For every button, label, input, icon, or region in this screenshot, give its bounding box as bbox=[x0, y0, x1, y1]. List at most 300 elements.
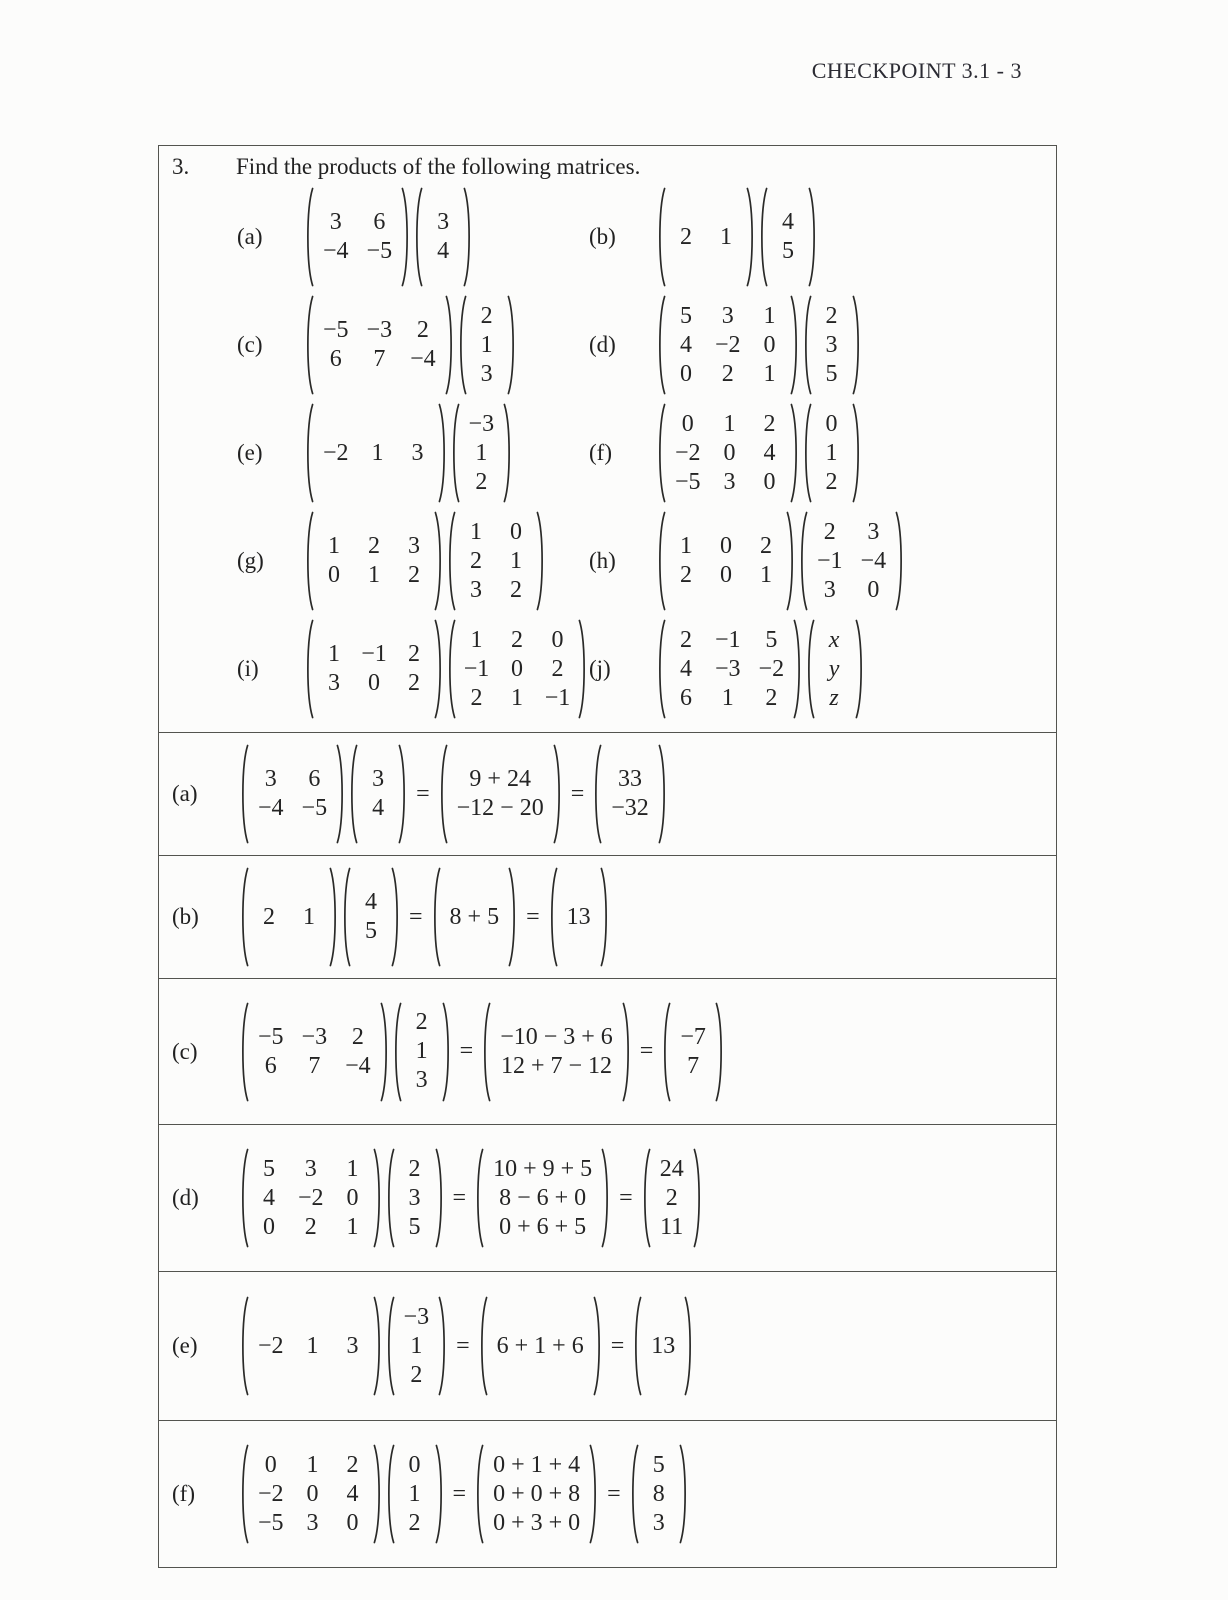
matrix-cell: 0 bbox=[408, 1451, 421, 1478]
matrix-cell: 4 bbox=[346, 1480, 359, 1507]
matrix-cell: −5 bbox=[301, 795, 328, 821]
matrix-cell: 5 bbox=[408, 1213, 421, 1240]
solution-equation-e bbox=[238, 1293, 695, 1399]
left-paren-icon bbox=[450, 403, 460, 503]
right-paren-icon bbox=[790, 295, 800, 395]
matrix-cell: 0 bbox=[720, 562, 732, 588]
left-paren-icon bbox=[632, 1296, 642, 1396]
equals-sign: = bbox=[610, 1332, 625, 1359]
matrix-cells bbox=[558, 867, 600, 967]
matrix-cell: 13 bbox=[651, 1332, 676, 1359]
matrix-cell: 0 bbox=[551, 626, 564, 653]
right-paren-icon bbox=[442, 1002, 452, 1102]
equals-sign: = bbox=[639, 1038, 654, 1064]
matrix-cell: 7 bbox=[373, 346, 386, 372]
right-paren-icon bbox=[373, 1444, 383, 1544]
left-paren-icon bbox=[641, 1148, 651, 1248]
matrix-cell: 5 bbox=[263, 1155, 275, 1182]
matrix bbox=[239, 1444, 383, 1544]
left-paren-icon bbox=[478, 1296, 488, 1396]
matrix-cell: 1 bbox=[371, 439, 384, 466]
matrix-cell: 8 + 5 bbox=[449, 903, 500, 930]
right-paren-icon bbox=[895, 511, 905, 611]
matrix-cells bbox=[456, 619, 578, 719]
matrix-cell: −2 bbox=[675, 439, 701, 466]
matrix-cell: 2 bbox=[351, 1023, 364, 1050]
matrix bbox=[474, 1148, 611, 1248]
right-paren-icon bbox=[786, 511, 796, 611]
matrix-cell: −3 bbox=[468, 410, 495, 437]
matrix-cell: −4 bbox=[258, 795, 284, 821]
matrix bbox=[656, 295, 800, 395]
part-equation bbox=[303, 508, 547, 614]
right-paren-icon bbox=[589, 1444, 599, 1544]
matrix-cell: 5 bbox=[365, 918, 377, 944]
matrix-cells bbox=[314, 511, 434, 611]
equals-sign: = bbox=[416, 780, 430, 807]
matrix-cell: −10 − 3 + 6 bbox=[500, 1023, 613, 1050]
problem-section bbox=[159, 146, 1056, 732]
matrix-cell: −3 bbox=[715, 655, 741, 682]
matrix-cells bbox=[815, 619, 855, 719]
matrix-cell: −3 bbox=[403, 1303, 430, 1330]
right-paren-icon bbox=[746, 187, 756, 287]
matrix bbox=[548, 867, 610, 967]
solution-label-e: (e) bbox=[172, 1333, 198, 1358]
right-paren-icon bbox=[435, 1444, 445, 1544]
matrix-cell: −2 bbox=[258, 1480, 284, 1507]
matrix-cell: y bbox=[828, 655, 840, 682]
matrix-cells bbox=[602, 744, 658, 844]
matrix-cell: 10 + 9 + 5 bbox=[493, 1155, 593, 1182]
matrix-cell: 24 bbox=[659, 1155, 684, 1182]
matrix-cell: −3 bbox=[366, 317, 393, 343]
matrix-cell: 1 bbox=[763, 360, 776, 387]
matrix-cell: 2 bbox=[346, 1451, 359, 1478]
solution-row-c bbox=[159, 978, 1056, 1124]
matrix-cell: 1 bbox=[825, 439, 838, 466]
problem-part-a bbox=[237, 184, 589, 290]
left-paren-icon bbox=[656, 187, 666, 287]
matrix-cell: 1 bbox=[306, 1451, 319, 1478]
matrix-cell: 2 bbox=[510, 576, 522, 603]
matrix-cell: 1 bbox=[723, 410, 736, 437]
matrix-cell: 3 bbox=[470, 576, 482, 603]
matrix-cells bbox=[666, 187, 746, 287]
problem-part-b bbox=[589, 184, 1056, 290]
equals-sign: = bbox=[456, 1332, 470, 1359]
matrix-cell: −1 bbox=[544, 684, 571, 711]
left-paren-icon bbox=[798, 511, 808, 611]
problem-part-i bbox=[237, 616, 589, 722]
right-paren-icon bbox=[715, 1002, 725, 1102]
matrix-cell: 4 bbox=[680, 655, 692, 682]
left-paren-icon bbox=[548, 867, 558, 967]
solution-row-f bbox=[159, 1420, 1056, 1567]
solution-equation-f bbox=[238, 1441, 690, 1547]
matrix-cell: 0 bbox=[510, 518, 522, 545]
matrix-cell: 3 bbox=[264, 766, 277, 792]
right-paren-icon bbox=[793, 619, 803, 719]
problem-number: 3. bbox=[172, 154, 190, 179]
matrix-cell: 3 bbox=[306, 1509, 319, 1536]
left-paren-icon bbox=[656, 295, 666, 395]
matrix-cell: 4 bbox=[680, 331, 692, 358]
matrix-cell: −1 bbox=[817, 547, 843, 574]
matrix-cell: 2 bbox=[408, 1509, 421, 1536]
matrix bbox=[341, 867, 401, 967]
matrix-cell: 1 bbox=[763, 302, 776, 329]
right-paren-icon bbox=[553, 744, 563, 844]
solution-label-d: (d) bbox=[172, 1185, 199, 1210]
right-paren-icon bbox=[790, 403, 800, 503]
left-paren-icon bbox=[304, 295, 314, 395]
part-equation bbox=[655, 184, 819, 290]
right-paren-icon bbox=[679, 1444, 689, 1544]
matrix-cell: 3 bbox=[480, 360, 493, 387]
matrix-cell: 0 bbox=[306, 1480, 319, 1507]
matrix-cell: 2 bbox=[415, 1009, 428, 1035]
matrix bbox=[481, 1002, 632, 1102]
left-paren-icon bbox=[446, 619, 456, 719]
matrix-cells bbox=[441, 867, 509, 967]
left-paren-icon bbox=[592, 744, 602, 844]
matrix-cells bbox=[467, 295, 507, 395]
matrix-cells bbox=[249, 744, 336, 844]
matrix-cells bbox=[488, 1296, 593, 1396]
matrix-cells bbox=[484, 1444, 589, 1544]
matrix-cell: 1 bbox=[303, 903, 315, 930]
part-equation bbox=[303, 400, 514, 506]
left-paren-icon bbox=[446, 511, 456, 611]
matrix-cell: 0 bbox=[681, 410, 694, 437]
solution-equation-c bbox=[238, 999, 726, 1105]
matrix bbox=[304, 295, 455, 395]
matrix bbox=[802, 403, 862, 503]
matrix-cell: 1 bbox=[511, 684, 523, 711]
matrix-cell: −5 bbox=[323, 317, 349, 343]
part-equation bbox=[655, 400, 863, 506]
matrix-cell: 3 bbox=[825, 331, 838, 358]
matrix-cell: 2 bbox=[263, 903, 275, 930]
right-paren-icon bbox=[373, 1148, 383, 1248]
right-paren-icon bbox=[380, 1002, 390, 1102]
matrix-cell: 1 bbox=[470, 518, 482, 545]
part-equation bbox=[303, 292, 518, 398]
matrix-cell: 2 bbox=[680, 562, 692, 588]
matrix-cells bbox=[642, 1296, 684, 1396]
left-paren-icon bbox=[239, 744, 249, 844]
matrix-cell: 5 bbox=[680, 302, 692, 329]
matrix bbox=[239, 867, 339, 967]
matrix-cells bbox=[768, 187, 808, 287]
matrix-cell: 2 bbox=[823, 518, 836, 545]
solution-equation-b bbox=[238, 864, 611, 970]
matrix-cell: 0 bbox=[328, 562, 340, 588]
worksheet-table bbox=[158, 145, 1057, 1568]
left-paren-icon bbox=[431, 867, 441, 967]
matrix-cell: 0 bbox=[867, 576, 880, 603]
equals-sign: = bbox=[452, 1184, 467, 1211]
matrix-cells bbox=[395, 1148, 435, 1248]
matrix-cell: −32 bbox=[611, 795, 649, 821]
matrix-cell: 2 bbox=[408, 670, 420, 696]
solution-label-b: (b) bbox=[172, 904, 199, 929]
matrix-cell: 4 bbox=[365, 889, 377, 915]
matrix bbox=[656, 619, 803, 719]
part-label: (f) bbox=[589, 440, 612, 465]
matrix-cell: 0 bbox=[264, 1451, 277, 1478]
matrix bbox=[304, 187, 411, 287]
matrix bbox=[385, 1148, 445, 1248]
matrix-cell: 9 + 24 bbox=[469, 766, 531, 792]
problem-part-f bbox=[589, 400, 1056, 506]
left-paren-icon bbox=[656, 403, 666, 503]
matrix bbox=[805, 619, 865, 719]
matrix-cell: 7 bbox=[687, 1052, 700, 1079]
matrix-cell: 2 bbox=[408, 641, 420, 667]
problem-part-e bbox=[237, 400, 589, 506]
matrix-cell: 0 + 6 + 5 bbox=[499, 1213, 587, 1240]
left-paren-icon bbox=[805, 619, 815, 719]
matrix-cell: 0 + 0 + 8 bbox=[493, 1480, 581, 1507]
matrix-cells bbox=[460, 403, 504, 503]
left-paren-icon bbox=[304, 619, 314, 719]
part-label: (g) bbox=[237, 548, 264, 573]
left-paren-icon bbox=[304, 187, 314, 287]
matrix bbox=[446, 619, 588, 719]
matrix bbox=[304, 403, 448, 503]
solution-equation-a bbox=[238, 741, 669, 847]
matrix-cell: 3 bbox=[304, 1155, 317, 1182]
matrix-cell: 1 bbox=[480, 331, 493, 358]
matrix-cells bbox=[314, 403, 438, 503]
problem-part-c bbox=[237, 292, 589, 398]
matrix-cells bbox=[812, 295, 852, 395]
matrix bbox=[798, 511, 905, 611]
matrix-cell: 6 bbox=[329, 346, 342, 372]
matrix-cell: 2 bbox=[665, 1184, 678, 1211]
matrix-cell: 1 bbox=[328, 641, 340, 667]
matrix-cell: 0 bbox=[346, 1184, 359, 1211]
matrix-cell: 0 bbox=[763, 468, 776, 495]
right-paren-icon bbox=[401, 187, 411, 287]
matrix-cell: 2 bbox=[408, 1155, 421, 1182]
solution-row-e bbox=[159, 1271, 1056, 1420]
left-paren-icon bbox=[341, 867, 351, 967]
matrix bbox=[661, 1002, 725, 1102]
matrix-cell: 1 bbox=[470, 626, 483, 653]
matrix-cells bbox=[808, 511, 895, 611]
right-paren-icon bbox=[329, 867, 339, 967]
matrix bbox=[348, 744, 408, 844]
problem-part-g bbox=[237, 508, 589, 614]
left-paren-icon bbox=[239, 867, 249, 967]
left-paren-icon bbox=[656, 511, 666, 611]
matrix bbox=[239, 1296, 383, 1396]
left-paren-icon bbox=[392, 1002, 402, 1102]
matrix-cell: −4 bbox=[323, 238, 349, 264]
equals-sign: = bbox=[409, 903, 423, 930]
matrix-cell: 2 bbox=[416, 317, 429, 343]
matrix-cells bbox=[314, 187, 401, 287]
part-label: (a) bbox=[237, 224, 263, 249]
matrix-cell: 0 bbox=[825, 410, 838, 437]
matrix-cell: 1 bbox=[346, 1213, 359, 1240]
matrix-cells bbox=[456, 511, 536, 611]
matrix bbox=[239, 744, 346, 844]
left-paren-icon bbox=[304, 403, 314, 503]
left-paren-icon bbox=[304, 511, 314, 611]
matrix-cell: 8 − 6 + 0 bbox=[499, 1184, 587, 1211]
equals-sign: = bbox=[452, 1480, 467, 1507]
matrix bbox=[802, 295, 862, 395]
left-paren-icon bbox=[758, 187, 768, 287]
right-paren-icon bbox=[693, 1148, 703, 1248]
matrix-cells bbox=[639, 1444, 679, 1544]
matrix bbox=[457, 295, 517, 395]
matrix bbox=[592, 744, 668, 844]
matrix bbox=[413, 187, 473, 287]
matrix-cell: 4 bbox=[782, 209, 794, 235]
matrix-cell: 6 bbox=[308, 766, 321, 792]
matrix-cell: 6 bbox=[680, 684, 692, 711]
matrix-cell: 1 bbox=[328, 533, 340, 559]
matrix-cell: 1 bbox=[306, 1332, 319, 1359]
matrix-cells bbox=[666, 295, 790, 395]
matrix-cell: 1 bbox=[368, 562, 380, 588]
matrix-cell: 5 bbox=[765, 626, 778, 653]
matrix-cell: 3 bbox=[408, 533, 420, 559]
matrix-cells bbox=[249, 867, 329, 967]
matrix-cell: 3 bbox=[346, 1332, 359, 1359]
left-paren-icon bbox=[348, 744, 358, 844]
matrix-cell: 5 bbox=[825, 360, 838, 387]
part-label: (h) bbox=[589, 548, 616, 573]
matrix-cell: 2 bbox=[368, 533, 380, 559]
matrix-cell: 2 bbox=[763, 410, 776, 437]
matrix-cell: −2 bbox=[323, 439, 349, 466]
matrix-cell: 11 bbox=[660, 1213, 684, 1240]
problem-part-d bbox=[589, 292, 1056, 398]
matrix-cell: 6 bbox=[373, 209, 386, 235]
matrix-cells bbox=[314, 619, 434, 719]
problem-head bbox=[159, 154, 1056, 180]
matrix-cell: 1 bbox=[415, 1038, 428, 1064]
matrix bbox=[656, 187, 756, 287]
matrix-cell: 1 bbox=[760, 562, 772, 588]
matrix-cell: −1 bbox=[463, 655, 490, 682]
solution-row-b bbox=[159, 855, 1056, 978]
part-equation bbox=[303, 616, 589, 722]
part-label: (b) bbox=[589, 224, 616, 249]
solution-row-d bbox=[159, 1124, 1056, 1271]
part-label: (e) bbox=[237, 440, 263, 465]
matrix-cell: 1 bbox=[721, 684, 734, 711]
part-equation bbox=[655, 292, 863, 398]
equals-sign: = bbox=[526, 903, 540, 930]
equals-sign: = bbox=[459, 1038, 474, 1064]
left-paren-icon bbox=[239, 1148, 249, 1248]
right-paren-icon bbox=[593, 1296, 603, 1396]
right-paren-icon bbox=[622, 1002, 632, 1102]
right-paren-icon bbox=[601, 1148, 611, 1248]
left-paren-icon bbox=[474, 1444, 484, 1544]
matrix bbox=[239, 1148, 383, 1248]
matrix-cell: 1 bbox=[475, 439, 488, 466]
right-paren-icon bbox=[463, 187, 473, 287]
right-paren-icon bbox=[578, 619, 588, 719]
matrix-cell: −7 bbox=[680, 1023, 706, 1050]
left-paren-icon bbox=[629, 1444, 639, 1544]
matrix-cell: −5 bbox=[258, 1023, 284, 1050]
solution-label-f: (f) bbox=[172, 1481, 195, 1506]
matrix-cell: 1 bbox=[720, 223, 732, 250]
left-paren-icon bbox=[656, 619, 666, 719]
matrix-cells bbox=[491, 1002, 622, 1102]
matrix-cell: −1 bbox=[715, 626, 741, 653]
matrix-cell: 3 bbox=[372, 766, 385, 792]
matrix-cell: 2 bbox=[408, 562, 420, 588]
matrix-cell: 33 bbox=[618, 766, 643, 792]
equals-sign: = bbox=[607, 1480, 621, 1507]
right-paren-icon bbox=[536, 511, 546, 611]
left-paren-icon bbox=[239, 1296, 249, 1396]
matrix-cell: 4 bbox=[372, 795, 385, 821]
right-paren-icon bbox=[445, 295, 455, 395]
matrix-cells bbox=[666, 403, 790, 503]
matrix-cell: −12 − 20 bbox=[456, 795, 544, 821]
matrix-cell: 2 bbox=[470, 547, 482, 574]
matrix-cells bbox=[249, 1002, 380, 1102]
matrix-cell: −4 bbox=[345, 1052, 371, 1079]
part-label: (j) bbox=[589, 656, 611, 681]
matrix bbox=[304, 511, 444, 611]
matrix bbox=[304, 619, 444, 719]
matrix-cell: 8 bbox=[652, 1480, 665, 1507]
matrix-cell: 1 bbox=[346, 1155, 359, 1182]
matrix bbox=[438, 744, 563, 844]
matrix bbox=[446, 511, 546, 611]
matrix-cell: 3 bbox=[329, 209, 342, 235]
part-label: (d) bbox=[589, 332, 616, 357]
left-paren-icon bbox=[438, 744, 448, 844]
matrix-cell: 13 bbox=[566, 903, 591, 930]
matrix-cell: 2 bbox=[410, 1361, 423, 1388]
matrix-cell: x bbox=[828, 626, 840, 653]
left-paren-icon bbox=[413, 187, 423, 287]
matrix-cell: 3 bbox=[867, 518, 880, 545]
solution-label-a: (a) bbox=[172, 781, 198, 806]
matrix-cells bbox=[484, 1148, 601, 1248]
matrix-cell: 0 bbox=[511, 655, 523, 682]
matrix-cell: −5 bbox=[675, 468, 701, 495]
matrix bbox=[239, 1002, 390, 1102]
matrix-cell: −4 bbox=[410, 346, 436, 372]
matrix bbox=[632, 1296, 694, 1396]
right-paren-icon bbox=[398, 744, 408, 844]
matrix bbox=[474, 1444, 599, 1544]
left-paren-icon bbox=[802, 295, 812, 395]
equals-sign: = bbox=[570, 780, 585, 807]
matrix bbox=[629, 1444, 689, 1544]
matrix-cells bbox=[249, 1444, 373, 1544]
matrix-cells bbox=[314, 295, 445, 395]
left-paren-icon bbox=[385, 1296, 395, 1396]
matrix-cell: 0 + 1 + 4 bbox=[493, 1451, 581, 1478]
matrix bbox=[392, 1002, 452, 1102]
right-paren-icon bbox=[508, 867, 518, 967]
